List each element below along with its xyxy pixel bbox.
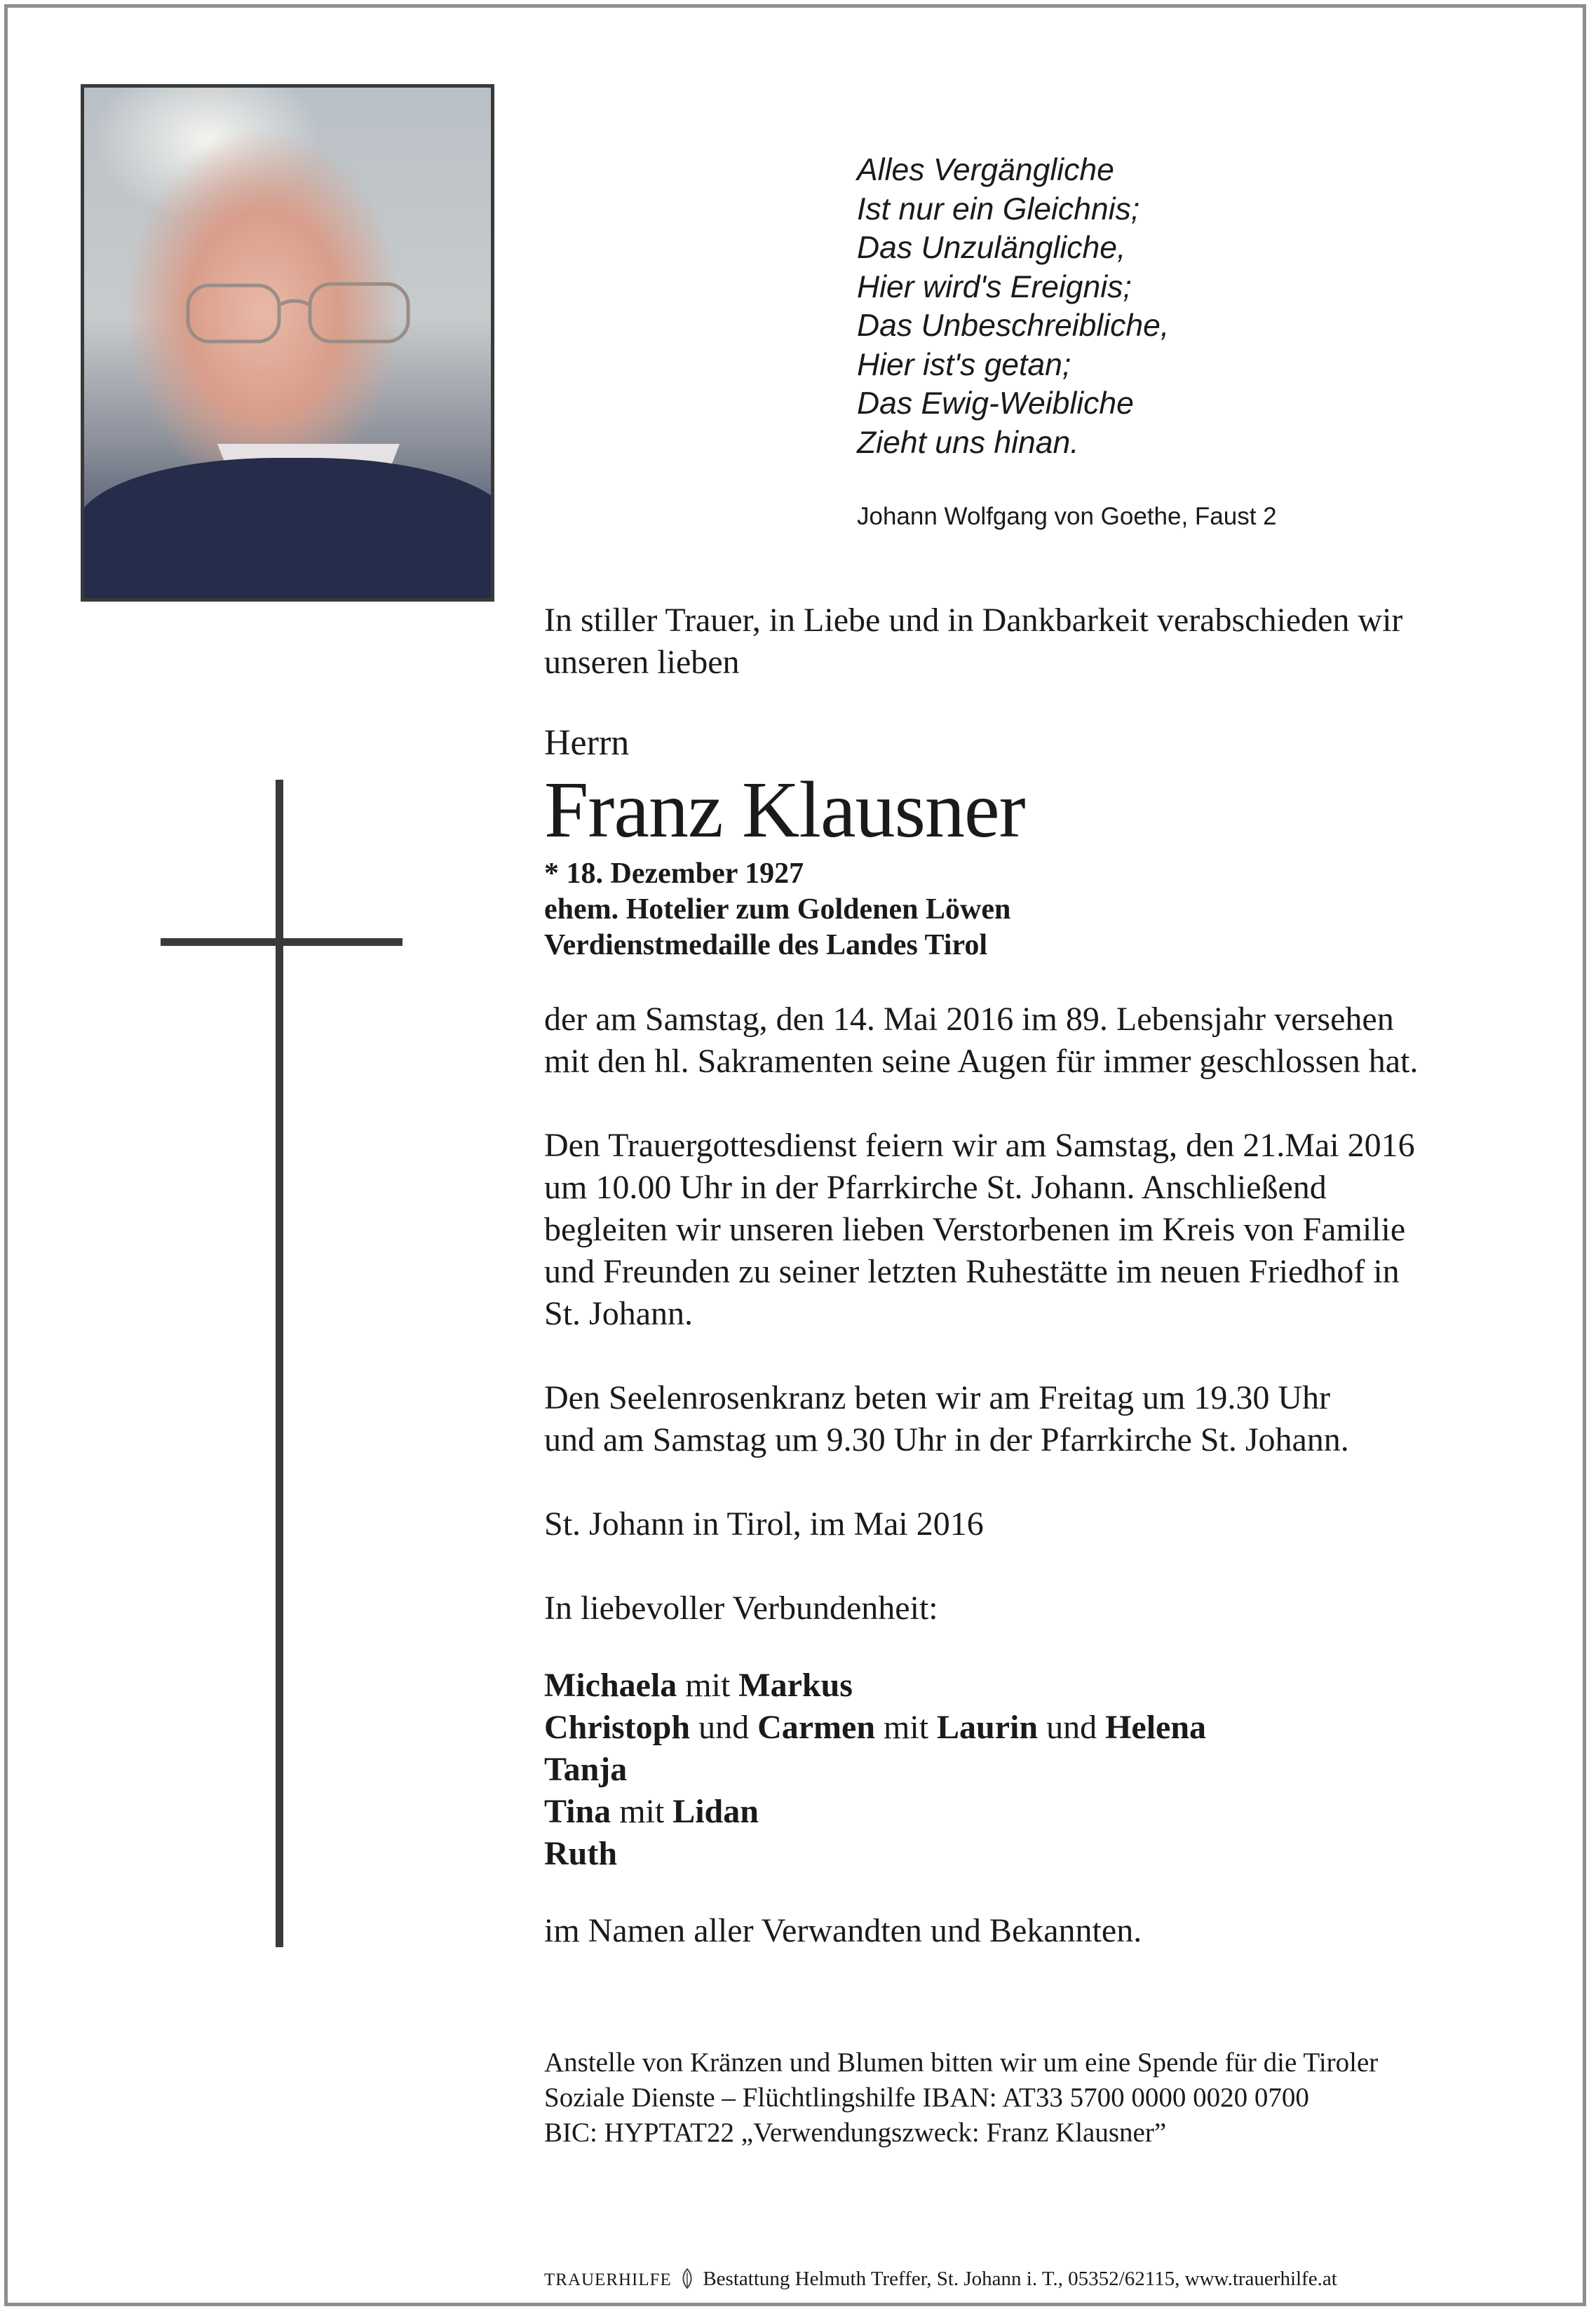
funeral-line: um 10.00 Uhr in der Pfarrkirche St. Johann. Anschließend <box>544 1169 1327 1206</box>
family-row <box>544 1707 1526 1749</box>
cross-vertical-bar <box>276 780 283 1947</box>
portrait-photo <box>81 84 494 602</box>
donation-line: Soziale Dienste – Flüchtlingshilfe IBAN: AT33 5700 0000 0020 0700 <box>544 2083 1309 2113</box>
footer-brand: TRAUERHILFE <box>544 2270 672 2289</box>
family-list <box>544 1665 1526 1875</box>
family-row <box>544 1749 1526 1791</box>
occupation: ehem. Hotelier zum Goldenen Löwen <box>544 893 1011 926</box>
death-line: der am Samstag, den 14. Mai 2016 im 89. Lebensjahr versehen <box>544 1001 1394 1038</box>
footer <box>544 2266 1337 2293</box>
relatives-line: im Namen aller Verwandten und Bekannten. <box>544 1912 1142 1949</box>
footer-text: Bestattung Helmuth Treffer, St. Johann i. T., 05352/62115, www.trauerhilfe.at <box>703 2268 1337 2290</box>
family-connector: und <box>1046 1709 1097 1746</box>
poem-line: Ist nur ein Gleichnis; <box>857 191 1140 226</box>
sweater <box>81 458 494 602</box>
glasses-shape <box>182 277 414 347</box>
death-line: mit den hl. Sakramenten seine Augen für immer geschlossen hat. <box>544 1043 1419 1080</box>
family-row <box>544 1665 1526 1707</box>
family-member: Tanja <box>544 1751 628 1788</box>
honor: Verdienstmedaille des Landes Tirol <box>544 929 988 961</box>
funeral-line: Den Trauergottesdienst feiern wir am Samstag, den 21.Mai 2016 <box>544 1127 1415 1164</box>
donation-line: Anstelle von Kränzen und Blumen bitten wir um eine Spende für die Tiroler <box>544 2047 1379 2078</box>
family-member: Carmen <box>757 1709 876 1746</box>
salutation: Herrn <box>544 723 630 763</box>
poem-source: Johann Wolfgang von Goethe, Faust 2 <box>857 503 1277 530</box>
birth-date: * 18. Dezember 1927 <box>544 858 804 890</box>
leaf-icon <box>679 2267 695 2289</box>
place-date: St. Johann in Tirol, im Mai 2016 <box>544 1505 984 1543</box>
funeral-line: und Freunden zu seiner letzten Ruhestätte im neuen Friedhof in <box>544 1253 1400 1290</box>
donation-line: BIC: HYPTAT22 „Verwendungszweck: Franz Klausner” <box>544 2118 1167 2148</box>
family-row <box>544 1833 1526 1875</box>
family-member: Christoph <box>544 1709 691 1746</box>
family-member: Laurin <box>937 1709 1039 1746</box>
poem-line: Hier wird's Ereignis; <box>857 269 1132 304</box>
funeral-line: begleiten wir unseren lieben Verstorbenen im Kreis von Familie <box>544 1211 1406 1248</box>
poem-line: Hier ist's getan; <box>857 347 1071 382</box>
family-member: Ruth <box>544 1835 618 1872</box>
family-connector: mit <box>685 1667 731 1704</box>
family-member: Michaela <box>544 1667 677 1704</box>
poem-line: Das Unbeschreibliche, <box>857 309 1170 343</box>
cross-horizontal-bar <box>161 938 403 946</box>
closing-line: In liebevoller Verbundenheit: <box>544 1590 938 1627</box>
intro-line: In stiller Trauer, in Liebe und in Dankbarkeit verabschieden wir <box>544 602 1403 639</box>
rosary-line: Den Seelenrosenkranz beten wir am Freitag um 19.30 Uhr <box>544 1379 1330 1416</box>
family-member: Markus <box>738 1667 853 1704</box>
family-connector: mit <box>884 1709 929 1746</box>
obituary-text <box>544 600 1526 1952</box>
poem-line: Zieht uns hinan. <box>857 425 1079 460</box>
rosary-line: und am Samstag um 9.30 Uhr in der Pfarrkirche St. Johann. <box>544 1421 1349 1458</box>
donation-notice <box>544 2045 1378 2151</box>
poem <box>857 151 1169 462</box>
poem-line: Alles Vergängliche <box>857 153 1114 187</box>
funeral-line: St. Johann. <box>544 1295 694 1332</box>
family-member: Tina <box>544 1793 611 1830</box>
intro-line: unseren lieben <box>544 644 740 681</box>
family-connector: mit <box>619 1793 665 1830</box>
deceased-name: Franz Klausner <box>544 765 1025 854</box>
poem-line: Das Unzulängliche, <box>857 231 1126 265</box>
family-member: Lidan <box>672 1793 759 1830</box>
family-row <box>544 1791 1526 1833</box>
family-member: Helena <box>1105 1709 1207 1746</box>
poem-line: Das Ewig-Weibliche <box>857 386 1134 421</box>
family-connector: und <box>698 1709 750 1746</box>
